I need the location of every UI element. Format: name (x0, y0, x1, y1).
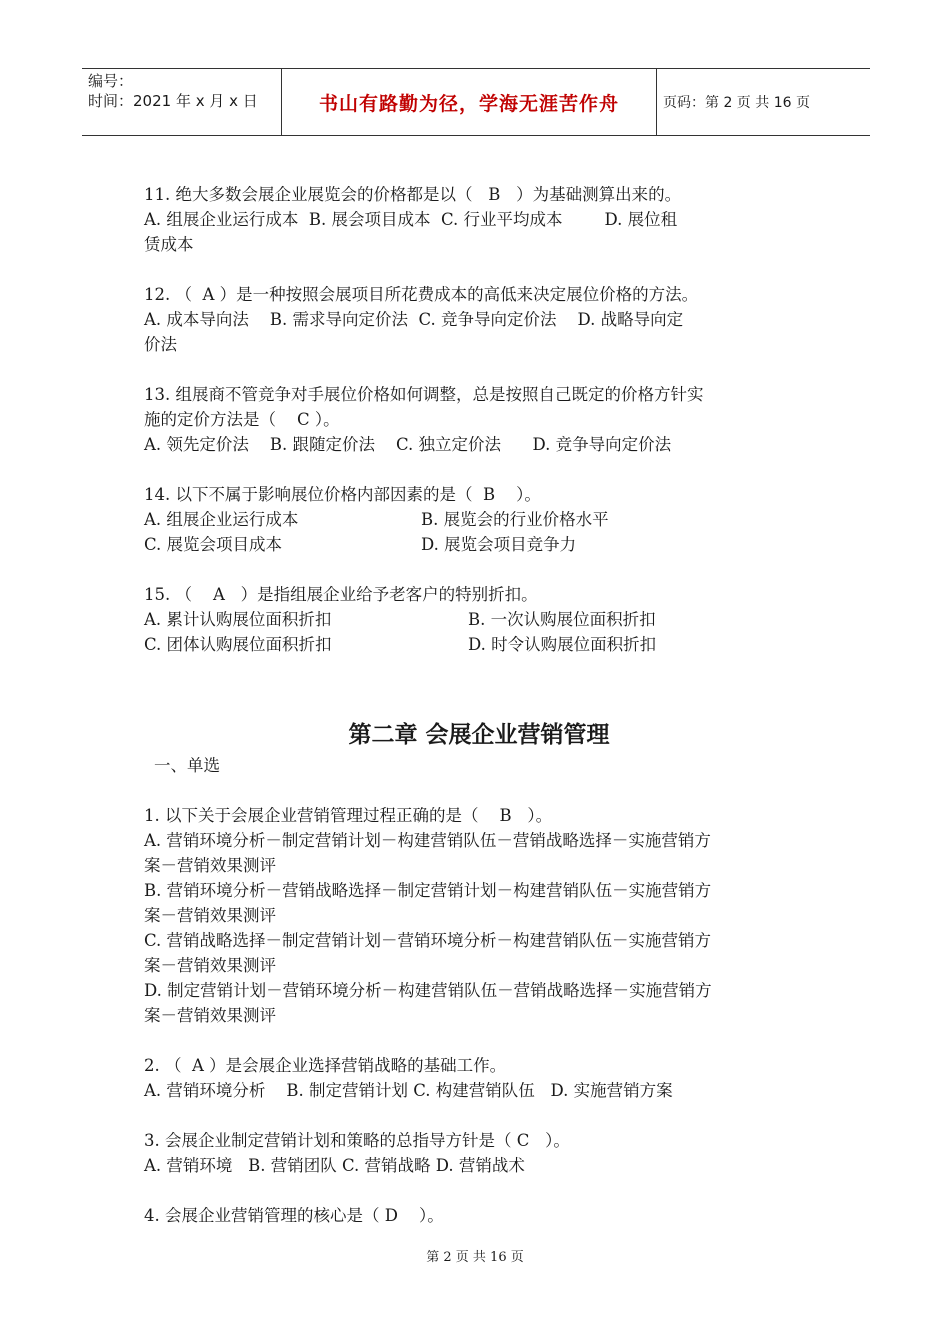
ch2-question-1-stem: 1. 以下关于会展企业营销管理过程正确的是（ B ）。 (144, 806, 553, 825)
number-label: 编号： (88, 72, 134, 90)
ch2-question-1-option-a: A. 营销环境分析－制定营销计划－构建营销队伍－营销战略选择－实施营销方 (144, 831, 711, 850)
question-15-stem: 15. （ A ）是指组展企业给予老客户的特别折扣。 (144, 585, 538, 604)
header-meta (82, 69, 282, 135)
ch2-question-1-option-b-cont: 案－营销效果测评 (144, 906, 276, 925)
date-label: 时间：2021 年 x 月 x 日 (88, 92, 258, 110)
question-12-options-cont: 价法 (144, 335, 177, 354)
ch2-question-1-option-d-cont: 案－营销效果测评 (144, 1006, 276, 1025)
question-14-option-c: C. 展览会项目成本 (144, 535, 283, 554)
ch2-question-2-options: A. 营销环境分析 B. 制定营销计划 C. 构建营销队伍 D. 实施营销方案 (144, 1081, 673, 1100)
document-body (144, 182, 814, 1228)
ch2-question-1-option-c-cont: 案－营销效果测评 (144, 956, 276, 975)
question-15-option-c: C. 团体认购展位面积折扣 (144, 635, 332, 654)
question-14-options-row1 (144, 507, 814, 532)
ch2-question-1-option-d: D. 制定营销计划－营销环境分析－构建营销队伍－营销战略选择－实施营销方 (144, 981, 712, 1000)
question-13-options: A. 领先定价法 B. 跟随定价法 C. 独立定价法 D. 竞争导向定价法 (144, 435, 672, 454)
question-14-option-d: D. 展览会项目竞争力 (421, 535, 577, 554)
question-14-option-a: A. 组展企业运行成本 (144, 510, 299, 529)
ch2-question-4-stem: 4. 会展企业营销管理的核心是（ D ）。 (144, 1206, 444, 1225)
header-page-info: 页码：第 2 页 共 16 页 (663, 95, 810, 111)
ch2-question-2-stem: 2. （ A ）是会展企业选择营销战略的基础工作。 (144, 1056, 507, 1075)
ch2-question-3-stem: 3. 会展企业制定营销计划和策略的总指导方针是（ C ）。 (144, 1131, 570, 1150)
header-motto: 书山有路勤为径，学海无涯苦作舟 (282, 69, 657, 135)
question-13-stem-cont: 施的定价方法是（ C ）。 (144, 410, 340, 429)
ch2-question-3-options: A. 营销环境 B. 营销团队 C. 营销战略 D. 营销战术 (144, 1156, 525, 1175)
question-15-option-a: A. 累计认购展位面积折扣 (144, 610, 332, 629)
question-11-options-cont: 赁成本 (144, 235, 194, 254)
question-15-options-row1 (144, 607, 814, 632)
ch2-question-1-option-a-cont: 案－营销效果测评 (144, 856, 276, 875)
question-14-option-b: B. 展览会的行业价格水平 (421, 510, 609, 529)
question-11-options: A. 组展企业运行成本 B. 展会项目成本 C. 行业平均成本 D. 展位租 (144, 210, 678, 229)
question-11-stem: 11. 绝大多数会展企业展览会的价格都是以（ B ）为基础测算出来的。 (144, 185, 682, 204)
page-header (82, 68, 870, 136)
question-14-stem: 14. 以下不属于影响展位价格内部因素的是（ B ）。 (144, 485, 541, 504)
question-13-stem: 13. 组展商不管竞争对手展位价格如何调整，总是按照自己既定的价格方针实 (144, 385, 704, 404)
question-15-option-b: B. 一次认购展位面积折扣 (468, 610, 656, 629)
section-label: 一、单选 (154, 756, 220, 775)
question-15-option-d: D. 时令认购展位面积折扣 (468, 635, 657, 654)
page-footer: 第 2 页 共 16 页 (426, 1250, 524, 1265)
ch2-question-1-option-c: C. 营销战略选择－制定营销计划－营销环境分析－构建营销队伍－实施营销方 (144, 931, 712, 950)
chapter-title: 第二章 会展企业营销管理 (348, 722, 610, 748)
question-12-options: A. 成本导向法 B. 需求导向定价法 C. 竞争导向定价法 D. 战略导向定 (144, 310, 684, 329)
ch2-question-1-option-b: B. 营销环境分析－营销战略选择－制定营销计划－构建营销队伍－实施营销方 (144, 881, 712, 900)
question-12-stem: 12. （ A ）是一种按照会展项目所花费成本的高低来决定展位价格的方法。 (144, 285, 699, 304)
question-15-options-row2 (144, 632, 814, 657)
question-14-options-row2 (144, 532, 814, 557)
